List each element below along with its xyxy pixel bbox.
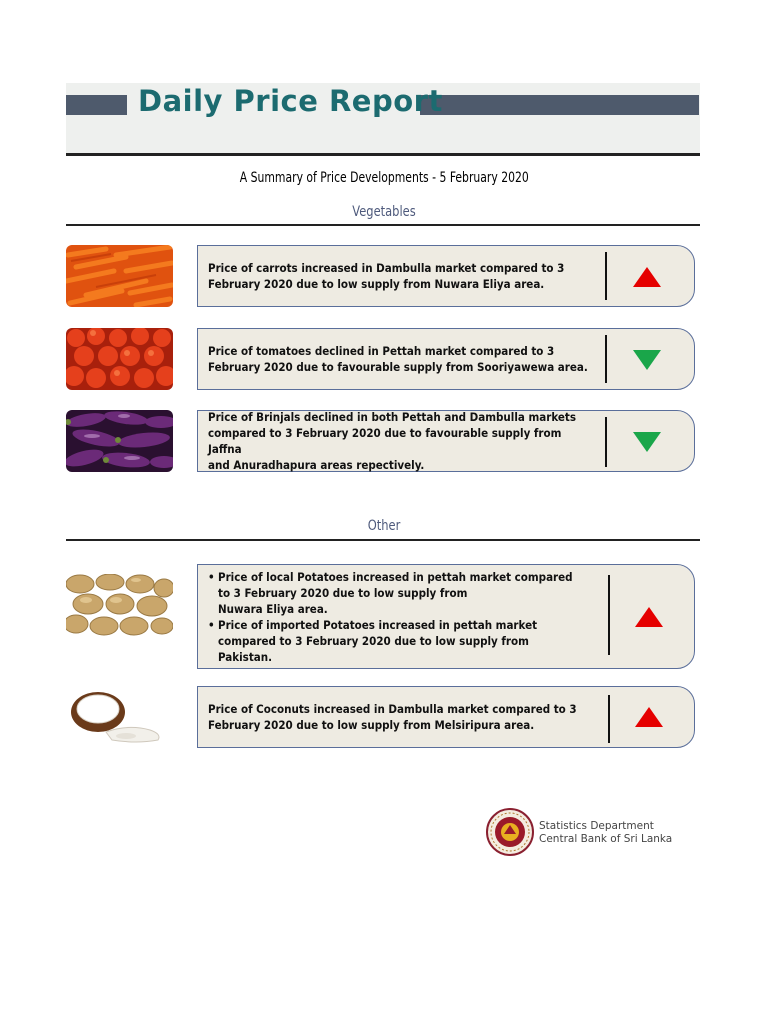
card-text xyxy=(208,411,598,471)
header-rule xyxy=(66,153,700,156)
card-text-line: Price of Brinjals declined in both Pettah and Dambulla markets xyxy=(208,410,577,424)
card-text-line: compared to 3 February 2020 due to low supply from xyxy=(218,633,529,648)
arrow-down-icon xyxy=(633,432,661,452)
card-divider xyxy=(605,335,607,383)
tomatoes-photo xyxy=(66,328,173,390)
card-text-line: compared to 3 February 2020 due to favourable supply from Jaffna xyxy=(208,426,562,456)
brinjals-photo xyxy=(66,410,173,472)
bullet-item-local-potatoes xyxy=(218,569,598,617)
price-card-carrots xyxy=(197,245,695,307)
card-text-line: Price of carrots increased in Dambulla market compared to 3 xyxy=(208,261,565,275)
card-text-line: and Anuradhapura areas repectively. xyxy=(208,458,425,472)
card-text-line: Price of tomatoes declined in Pettah market compared to 3 xyxy=(208,344,555,358)
card-text-line: to 3 February 2020 due to low supply from xyxy=(218,585,468,600)
card-divider xyxy=(605,417,607,467)
card-text xyxy=(208,565,598,668)
card-text-line: February 2020 due to favourable supply from Sooriyawewa area. xyxy=(208,360,588,374)
card-text xyxy=(208,329,598,389)
arrow-up-icon xyxy=(633,267,661,287)
carrots-photo xyxy=(66,245,173,307)
card-divider xyxy=(608,695,610,743)
card-divider xyxy=(605,252,607,300)
card-text-line: February 2020 due to low supply from Melsiripura area. xyxy=(208,718,535,732)
footer-bank: Central Bank of Sri Lanka xyxy=(539,833,673,845)
card-text-line: Price of Coconuts increased in Dambulla market compared to 3 xyxy=(208,702,577,716)
header-bar-left xyxy=(66,95,127,115)
bullet-item-imported-potatoes xyxy=(218,617,598,665)
arrow-up-icon xyxy=(635,607,663,627)
price-card-tomatoes xyxy=(197,328,695,390)
section-title-other: Other xyxy=(367,518,401,534)
coconut-photo xyxy=(66,688,173,744)
central-bank-seal-icon xyxy=(486,808,534,856)
price-card-potatoes xyxy=(197,564,695,669)
arrow-up-icon xyxy=(635,707,663,727)
price-card-brinjals xyxy=(197,410,695,472)
card-divider xyxy=(608,575,610,655)
arrow-down-icon xyxy=(633,350,661,370)
card-text-line: Nuwara Eliya area. xyxy=(218,601,328,616)
card-text-line: • Price of imported Potatoes increased in pettah market xyxy=(218,617,538,632)
section-title-vegetables: Vegetables xyxy=(352,204,416,220)
section-rule-other xyxy=(66,539,700,541)
footer-org-name xyxy=(539,820,672,846)
card-text-line: • Price of local Potatoes increased in pettah market compared xyxy=(218,569,573,584)
section-rule-vegetables xyxy=(66,224,700,226)
card-text xyxy=(208,687,598,747)
card-text-line: Pakistan. xyxy=(218,649,273,664)
card-text-line: February 2020 due to low supply from Nuwara Eliya area. xyxy=(208,277,545,291)
report-subtitle: A Summary of Price Developments - 5 February 2020 xyxy=(239,170,529,186)
potatoes-photo xyxy=(66,574,173,636)
footer-department: Statistics Department xyxy=(539,820,654,832)
page-title: Daily Price Report xyxy=(138,84,443,118)
card-text xyxy=(208,246,598,306)
header-bar-right xyxy=(420,95,699,115)
price-card-coconuts xyxy=(197,686,695,748)
